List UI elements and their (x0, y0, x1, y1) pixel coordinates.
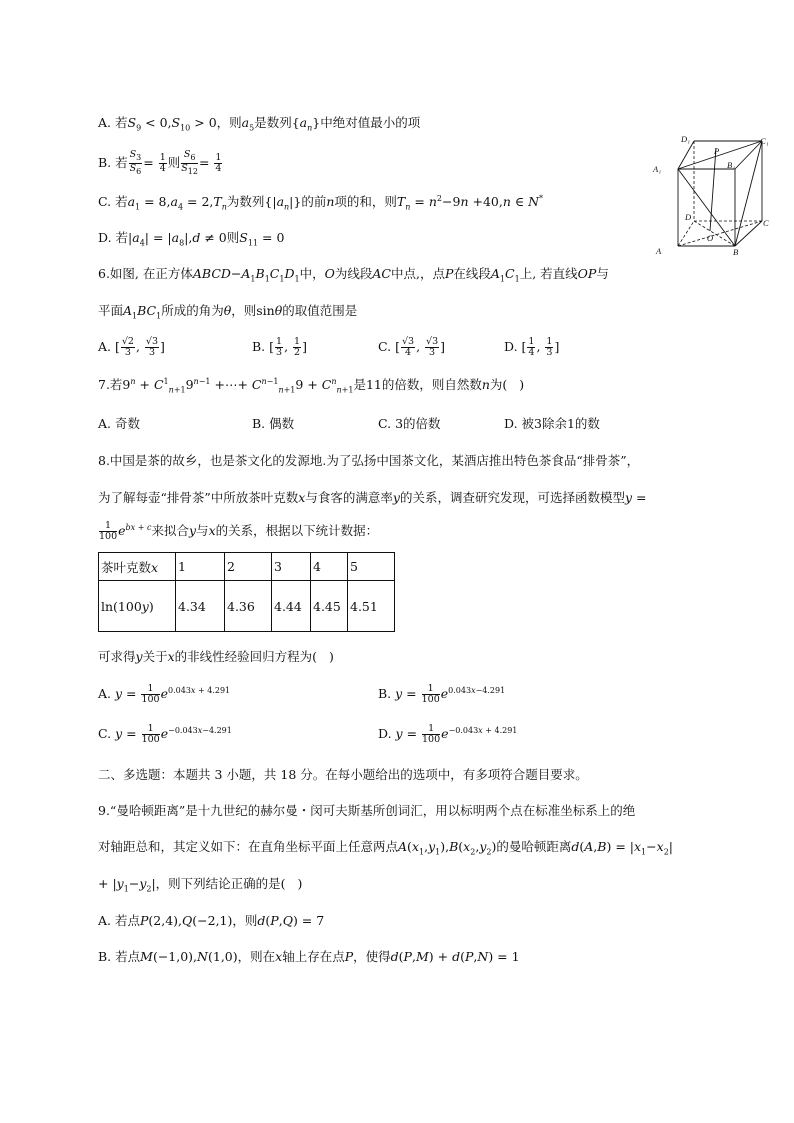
q7-stem: 7.若$9^n + C^1_{n+1}9^{n-1}$ +⋯+ $C^{n-1}_{n+1}9 + C^n_{n+1}$是11的倍数，则自然数n为( ) (98, 376, 525, 395)
label-c: C (763, 218, 769, 228)
table-row (99, 553, 395, 581)
q9-option-a: A. 若点P(2,4),Q(−2,1)，则d(P,Q) = 7 (98, 913, 325, 928)
table-cell: 1 (176, 553, 225, 581)
q8-option-c: C. y = $\frac{1}{100}$ $e^{-0.043x-4.291}$ (98, 723, 232, 745)
q8-line3: $\frac{1}{100}$ $e^{bx + c}$来拟合y与x的关系，根据以下统计数据： (99, 520, 379, 542)
q9-line2: 对轴距总和，其定义如下：在直角坐标平面上任意两点$A(x_1,y_1),B(x_2,y_2)$的曼哈顿距离$d(A,B) = |x_1-x_2|$ (98, 839, 673, 857)
q9-line1: 9.“曼哈顿距离”是十九世纪的赫尔曼・闵可夫斯基所创词汇，用以标明两个点在标准坐标系上的绝 (98, 803, 636, 818)
q5-option-d: D. 若$|a_4| = |a_8|,d \ne 0$则$S_{11} = 0$ (98, 230, 285, 248)
q6-option-d: D. [ $\frac{1}{4}$ , $\frac{1}{3}$ ] (504, 336, 560, 358)
table-cell: 4.45 (311, 581, 348, 632)
q6-option-b: B. [ $\frac{1}{3}$ , $\frac{1}{2}$ ] (252, 336, 307, 358)
table-cell: 茶叶克数x (99, 553, 176, 581)
q6-option-c: C. [ $\frac{√3}{4}$ , $\frac{√3}{3}$ ] (378, 336, 446, 358)
q8-option-b: B. y = $\frac{1}{100}$ $e^{0.043x-4.291}$ (378, 683, 506, 705)
q7-option-c: C. 3的倍数 (378, 416, 441, 431)
table-cell: 4.36 (225, 581, 272, 632)
q8-option-a: A. y = $\frac{1}{100}$ $e^{0.043x + 4.291}$ (98, 683, 231, 705)
label-p: P (714, 146, 720, 156)
table-cell: 4 (311, 553, 348, 581)
label-a1: A₁ (653, 164, 662, 174)
q6-option-a: A. [ $\frac{√2}{3}$ , $\frac{√3}{3}$ ] (98, 336, 165, 358)
q9-line3: + $|y_1-y_2|$，则下列结论正确的是( ) (98, 876, 303, 894)
label-b1: B₁ (727, 160, 736, 170)
cube-figure (650, 133, 774, 257)
label-c1: C₁ (760, 136, 769, 146)
q8-line2: 为了解每壶“排骨茶”中所放茶叶克数x与食客的满意率y的关系，调查研究发现，可选择函数模型y = (98, 490, 647, 505)
q8-question: 可求得y关于x的非线性经验回归方程为( ) (98, 649, 334, 664)
q6-line2: 平面$A_1BC_1$所成的角为θ，则sinθ的取值范围是 (98, 303, 358, 321)
table-cell: 5 (348, 553, 395, 581)
label-d: D (685, 212, 692, 222)
table-cell: 3 (272, 553, 311, 581)
table-cell: 4.34 (176, 581, 225, 632)
q8-line1: 8.中国是茶的故乡，也是茶文化的发源地.为了弘扬中国茶文化，某酒店推出特色茶食品“排骨茶”， (98, 453, 640, 468)
table-cell: 4.44 (272, 581, 311, 632)
q9-option-b: B. 若点M(−1,0),N(1,0)，则在x轴上存在点P，使得d(P,M) + d(P,N) = 1 (98, 949, 520, 964)
data-table (98, 552, 395, 632)
q5-option-a: A. 若$S_9 < 0,S_{10} > 0$，则$a_5$是数列$\{a_n\}$中绝对值最小的项 (98, 115, 421, 133)
section-heading: 二、多选题：本题共 3 小题，共 18 分。在每小题给出的选项中，有多项符合题目要求。 (98, 767, 588, 782)
q7-option-d: D. 被3除余1的数 (504, 416, 600, 431)
q7-option-a: A. 奇数 (98, 416, 140, 431)
label-b: B (733, 247, 739, 257)
table-cell: ln(100y) (99, 581, 176, 632)
q6-line1: 6.如图, 在正方体$ABCD-A_1B_1C_1D_1$中，O为线段AC中点,，点P在线段$A_1C_1$上, 若直线OP与 (98, 266, 609, 284)
table-cell: 2 (225, 553, 272, 581)
table-cell: 4.51 (348, 581, 395, 632)
q7-option-b: B. 偶数 (252, 416, 295, 431)
q5-option-c: C. 若$a_1 = 8,a_4 = 2,T_n$为数列$\{|a_n|\}$的前n项的和，则$T_n = n^2-9n +40,n$ ∈ N* (98, 193, 544, 212)
label-o: O (707, 233, 714, 243)
label-d1: D₁ (681, 134, 691, 144)
table-row (99, 581, 395, 632)
label-a: A (656, 246, 662, 256)
q8-option-d: D. y = $\frac{1}{100}$ $e^{-0.043x + 4.291}$ (378, 723, 518, 745)
q5-option-b: B. 若 $\frac{S_3}{S_6}$ = $\frac{1}{4}$ 则 $\frac{S_6}{S_{12}}$ = $\frac{1}{4}$ (98, 149, 222, 176)
